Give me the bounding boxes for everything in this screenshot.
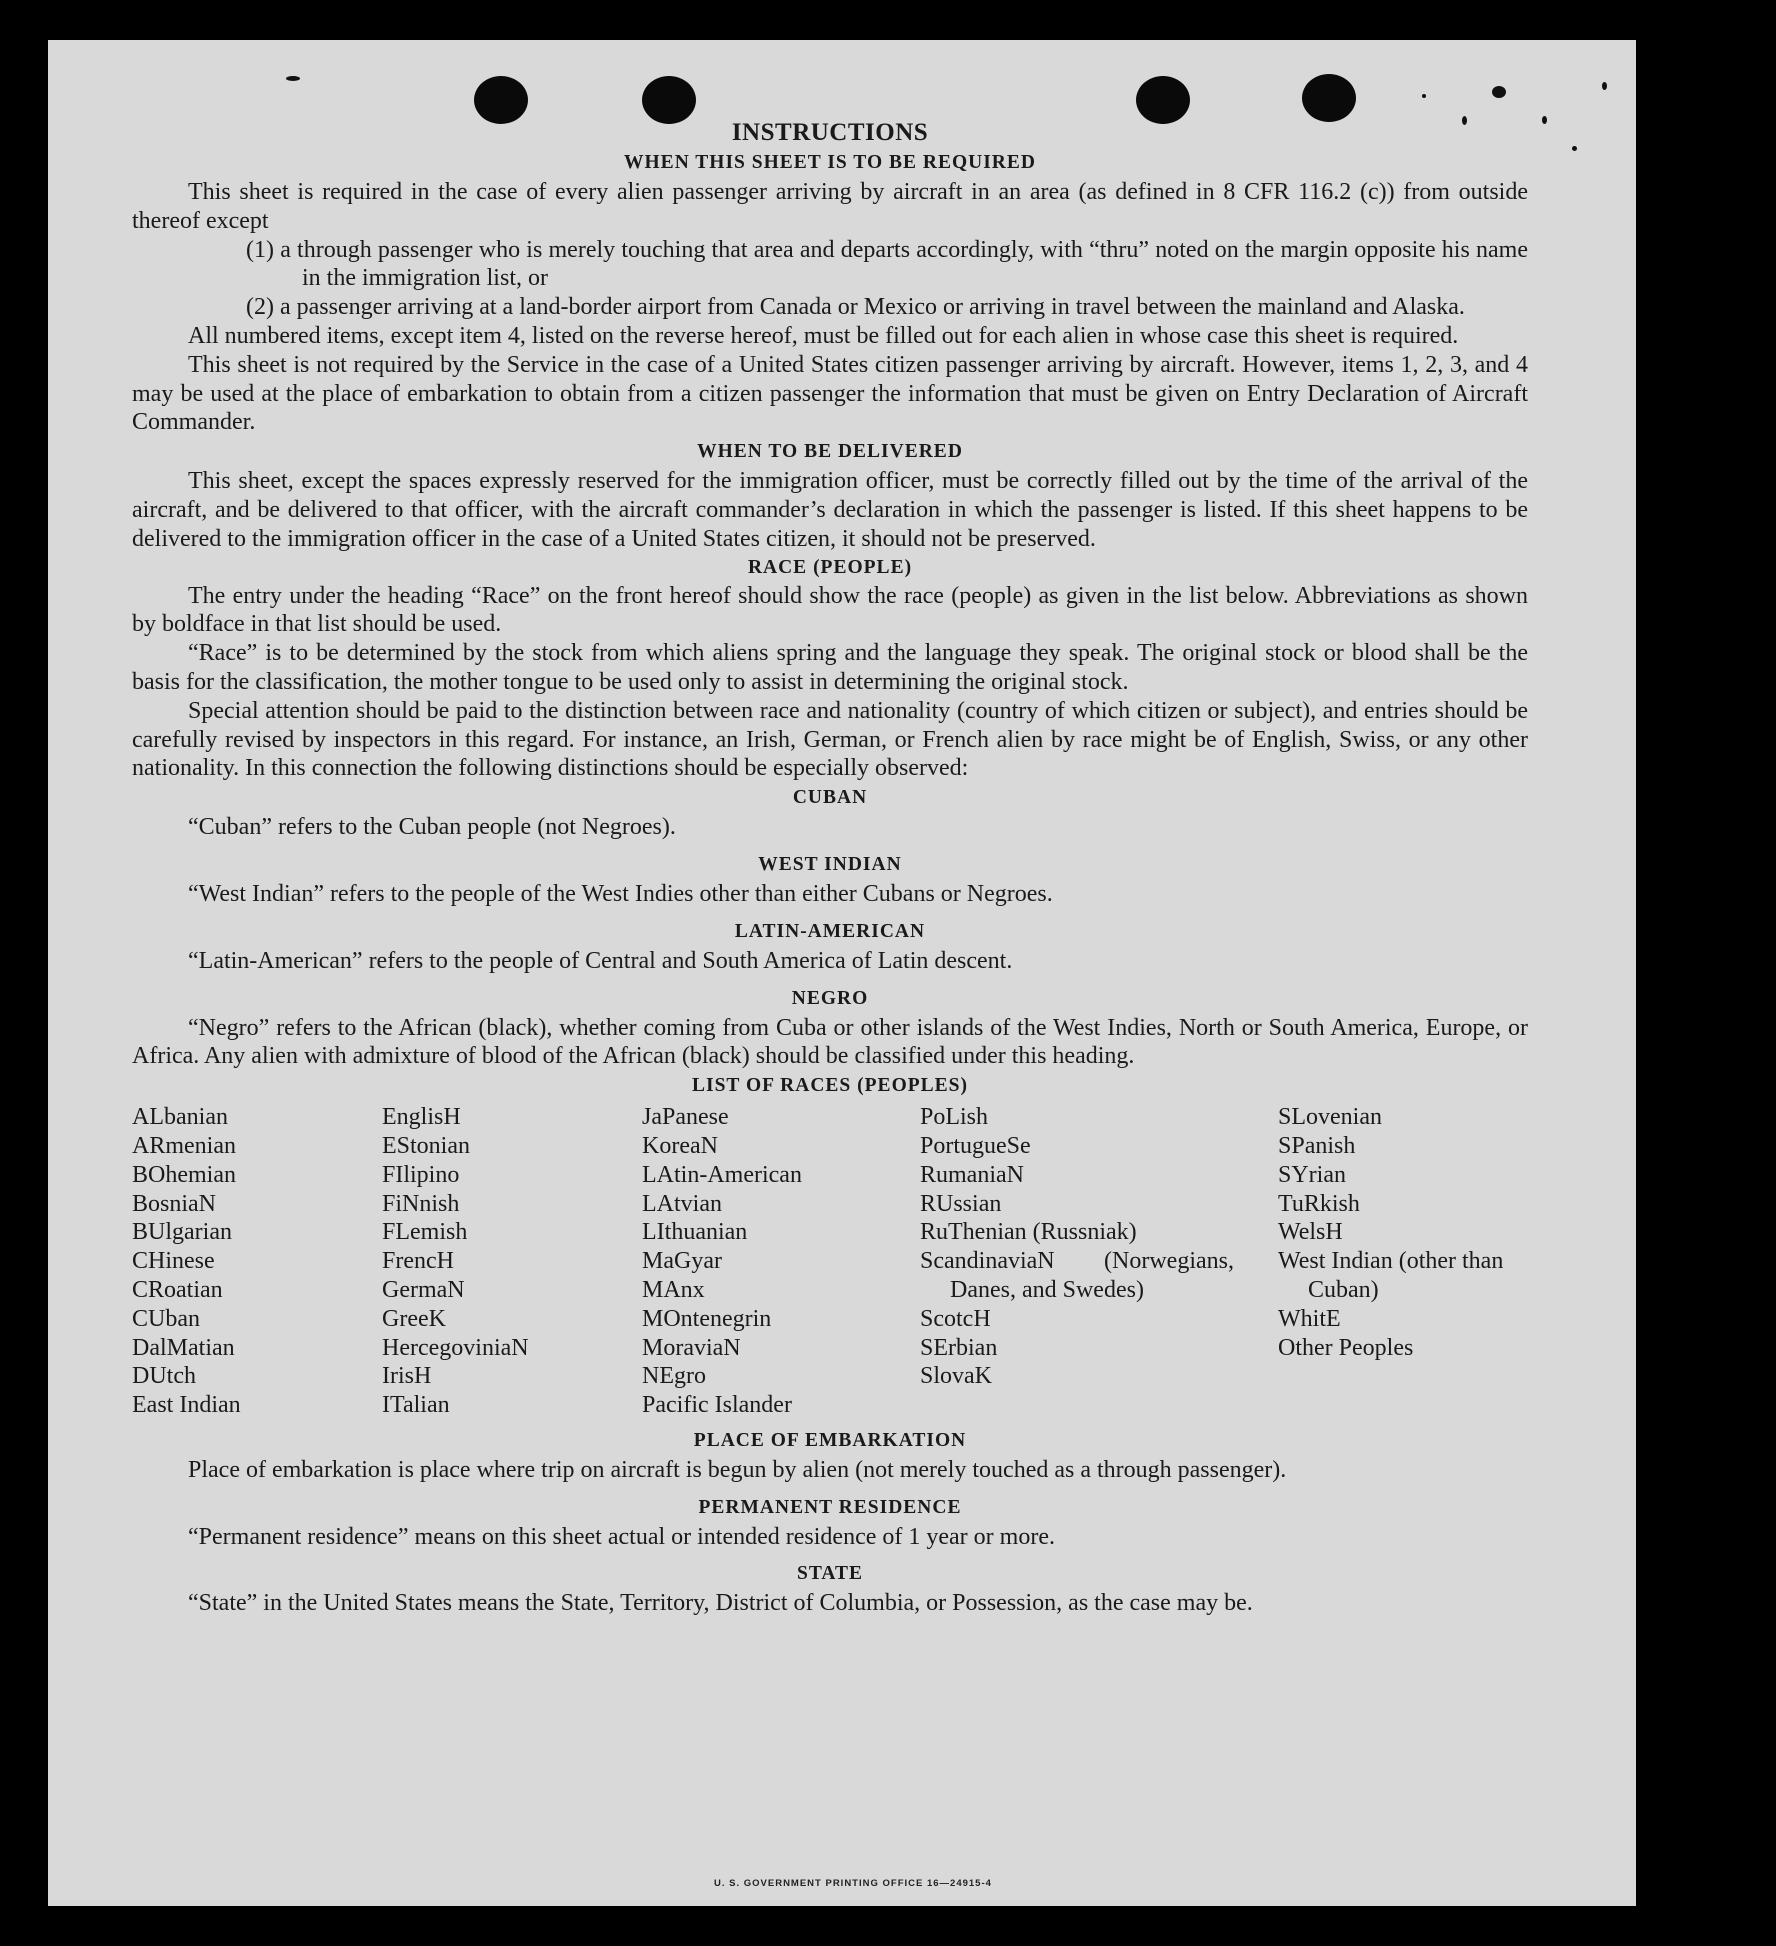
paragraph: “West Indian” refers to the people of the West Indies other than either Cubans or Negroes. — [188, 880, 1053, 907]
race-item: CUban — [132, 1305, 200, 1332]
speck — [1422, 94, 1426, 98]
race-column — [382, 1103, 642, 1420]
section-heading: LATIN-AMERICAN — [734, 920, 926, 942]
race-item: SLovenian — [1278, 1104, 1382, 1131]
paragraph: “Negro” refers to the African (black), whether coming from Cuba or other islands of the West Indies, North or South America, Europe, or Africa. Any alien with admixture of blood of the African (black) should be classified under this heading. — [132, 1014, 1528, 1070]
paragraph: Place of embarkation is place where trip on aircraft is begun by alien (not merely touched as a through passenger). — [188, 1456, 1287, 1483]
race-item: ITalian — [382, 1392, 450, 1419]
paragraph: “Latin-American” refers to the people of Central and South America of Latin descent. — [188, 947, 1013, 974]
race-item: FiNnish — [382, 1190, 460, 1217]
speck — [1542, 116, 1547, 124]
race-item: MoraviaN — [642, 1334, 741, 1361]
punch-hole — [642, 76, 696, 124]
race-item: MAnx — [642, 1276, 705, 1303]
speck — [286, 76, 300, 81]
race-item: Pacific Islander — [642, 1392, 792, 1419]
race-item: East Indian — [132, 1392, 241, 1419]
race-item: KoreaN — [642, 1132, 718, 1159]
race-item: ScotcH — [920, 1305, 991, 1332]
race-column — [132, 1103, 382, 1420]
race-item: TuRkish — [1278, 1190, 1360, 1217]
paragraph: The entry under the heading “Race” on the front hereof should show the race (people) as given in the list below. Abbreviations as shown by boldface in that list should be used. — [132, 582, 1528, 638]
paragraph: All numbered items, except item 4, listed on the reverse hereof, must be filled out for each alien in whose case this sheet is required. — [188, 322, 1459, 349]
speck — [1602, 82, 1607, 90]
race-column — [642, 1103, 920, 1420]
race-item: EnglisH — [382, 1104, 461, 1131]
race-item: LAtvian — [642, 1190, 722, 1217]
race-item: FrencH — [382, 1248, 454, 1275]
document-page — [48, 40, 1636, 1906]
paragraph: “Cuban” refers to the Cuban people (not Negroes). — [188, 814, 676, 841]
punch-hole — [1302, 74, 1356, 122]
race-item: CRoatian — [132, 1276, 223, 1303]
paragraph: This sheet is not required by the Service in the case of a United States citizen passenger arriving by aircraft. However, items 1, 2, 3, and 4 may be used at the place of embarkation to obtain from a citizen passenger the information that must be given on Entry Declaration of Aircraft Commander. — [132, 351, 1528, 436]
list-item: (1) a through passenger who is merely touching that area and departs accordingly, with “thru” noted on the margin opposite his name in the immigration list, or — [246, 236, 1528, 292]
race-item: PoLish — [920, 1104, 989, 1131]
paragraph: This sheet, except the spaces expressly reserved for the immigration officer, must be correctly filled out by the time of the arrival of the aircraft, and be delivered to that officer, with the aircraft commander’s declaration in which the passenger is listed. If this sheet happens to be delivered to the immigration officer in the case of a United States citizen, it should not be preserved. — [132, 468, 1528, 552]
race-item: LAtin-American — [642, 1161, 802, 1188]
paragraph: Special attention should be paid to the distinction between race and nationality (country of which citizen or subject), and entries should be carefully revised by inspectors in this regard. For instance, an Irish, German, or French alien by race might be of English, Swiss, or any other nationality. In this connection the following distinctions should be especially observed: — [132, 697, 1528, 782]
race-item: SErbian — [920, 1334, 998, 1361]
race-item: BUlgarian — [132, 1219, 232, 1246]
punch-hole — [474, 76, 528, 124]
race-item: SPanish — [1278, 1132, 1356, 1159]
race-item: BOhemian — [132, 1161, 236, 1188]
race-item: EStonian — [382, 1132, 470, 1159]
race-item: WelsH — [1278, 1219, 1343, 1246]
section-heading: STATE — [796, 1563, 864, 1585]
race-item: GreeK — [382, 1305, 446, 1332]
printing-office-footer: U. S. GOVERNMENT PRINTING OFFICE 16—24915-4 — [714, 1878, 992, 1889]
race-item: DalMatian — [132, 1334, 235, 1361]
race-item: LIthuanian — [642, 1219, 748, 1246]
list-item: (2) a passenger arriving at a land-border airport from Canada or Mexico or arriving in travel between the mainland and Alaska. — [246, 294, 1465, 321]
race-item: CHinese — [132, 1248, 215, 1275]
paragraph: “Race” is to be determined by the stock from which aliens spring and the language they speak. The original stock or blood shall be the basis for the classification, the mother tongue to be used only to assist in determining the original stock. — [132, 640, 1528, 695]
race-item: MOntenegrin — [642, 1305, 772, 1332]
race-column — [1278, 1103, 1528, 1420]
race-list — [132, 1103, 1528, 1420]
race-item: IrisH — [382, 1363, 432, 1390]
section-heading: RACE (PEOPLE) — [747, 556, 913, 578]
race-item: GermaN — [382, 1276, 465, 1303]
race-item: FLemish — [382, 1219, 468, 1246]
race-item: MaGyar — [642, 1248, 722, 1275]
section-heading: WHEN THIS SHEET IS TO BE REQUIRED — [624, 152, 1036, 173]
race-item: Other Peoples — [1278, 1334, 1414, 1361]
race-item: DUtch — [132, 1363, 196, 1390]
section-heading: WEST INDIAN — [758, 853, 902, 875]
race-item: RumaniaN — [920, 1161, 1024, 1188]
punch-hole — [1136, 76, 1190, 124]
race-item: ARmenian — [132, 1132, 236, 1159]
section-heading: CUBAN — [792, 787, 868, 809]
race-item: SlovaK — [920, 1363, 992, 1390]
section-heading: WHEN TO BE DELIVERED — [697, 441, 963, 463]
page-title: INSTRUCTIONS — [731, 119, 929, 146]
paragraph: “State” in the United States means the State, Territory, District of Columbia, or Possession, as the case may be. — [188, 1590, 1253, 1617]
race-item: SYrian — [1278, 1161, 1346, 1188]
speck — [1492, 86, 1506, 98]
section-heading: PERMANENT RESIDENCE — [698, 1496, 962, 1518]
section-heading: PLACE OF EMBARKATION — [693, 1429, 967, 1451]
race-item: RUssian — [920, 1190, 1002, 1217]
paragraph: “Permanent residence” means on this sheet actual or intended residence of 1 year or more. — [188, 1523, 1055, 1550]
race-item: NEgro — [642, 1363, 706, 1390]
speck — [1572, 146, 1577, 151]
section-heading: LIST OF RACES (PEOPLES) — [691, 1075, 968, 1097]
instructions-content — [132, 118, 1528, 1618]
race-item: PortugueSe — [920, 1132, 1031, 1159]
race-item: WhitE — [1278, 1305, 1341, 1332]
race-item: JaPanese — [642, 1104, 729, 1131]
race-item: ALbanian — [132, 1104, 228, 1131]
race-item: ScandinaviaN (Norwegians, Danes, and Swedes) — [920, 1248, 1234, 1303]
race-item: West Indian (other than Cuban) — [1278, 1248, 1504, 1303]
paragraph: This sheet is required in the case of every alien passenger arriving by aircraft in an area (as defined in 8 CFR 116.2 (c)) from outside thereof except — [132, 179, 1528, 234]
race-item: RuThenian (Russniak) — [920, 1219, 1137, 1246]
section-heading: NEGRO — [791, 987, 869, 1009]
race-column — [920, 1103, 1278, 1420]
race-item: HercegoviniaN — [382, 1334, 529, 1361]
race-item: BosniaN — [132, 1190, 216, 1217]
race-item: FIlipino — [382, 1161, 460, 1188]
